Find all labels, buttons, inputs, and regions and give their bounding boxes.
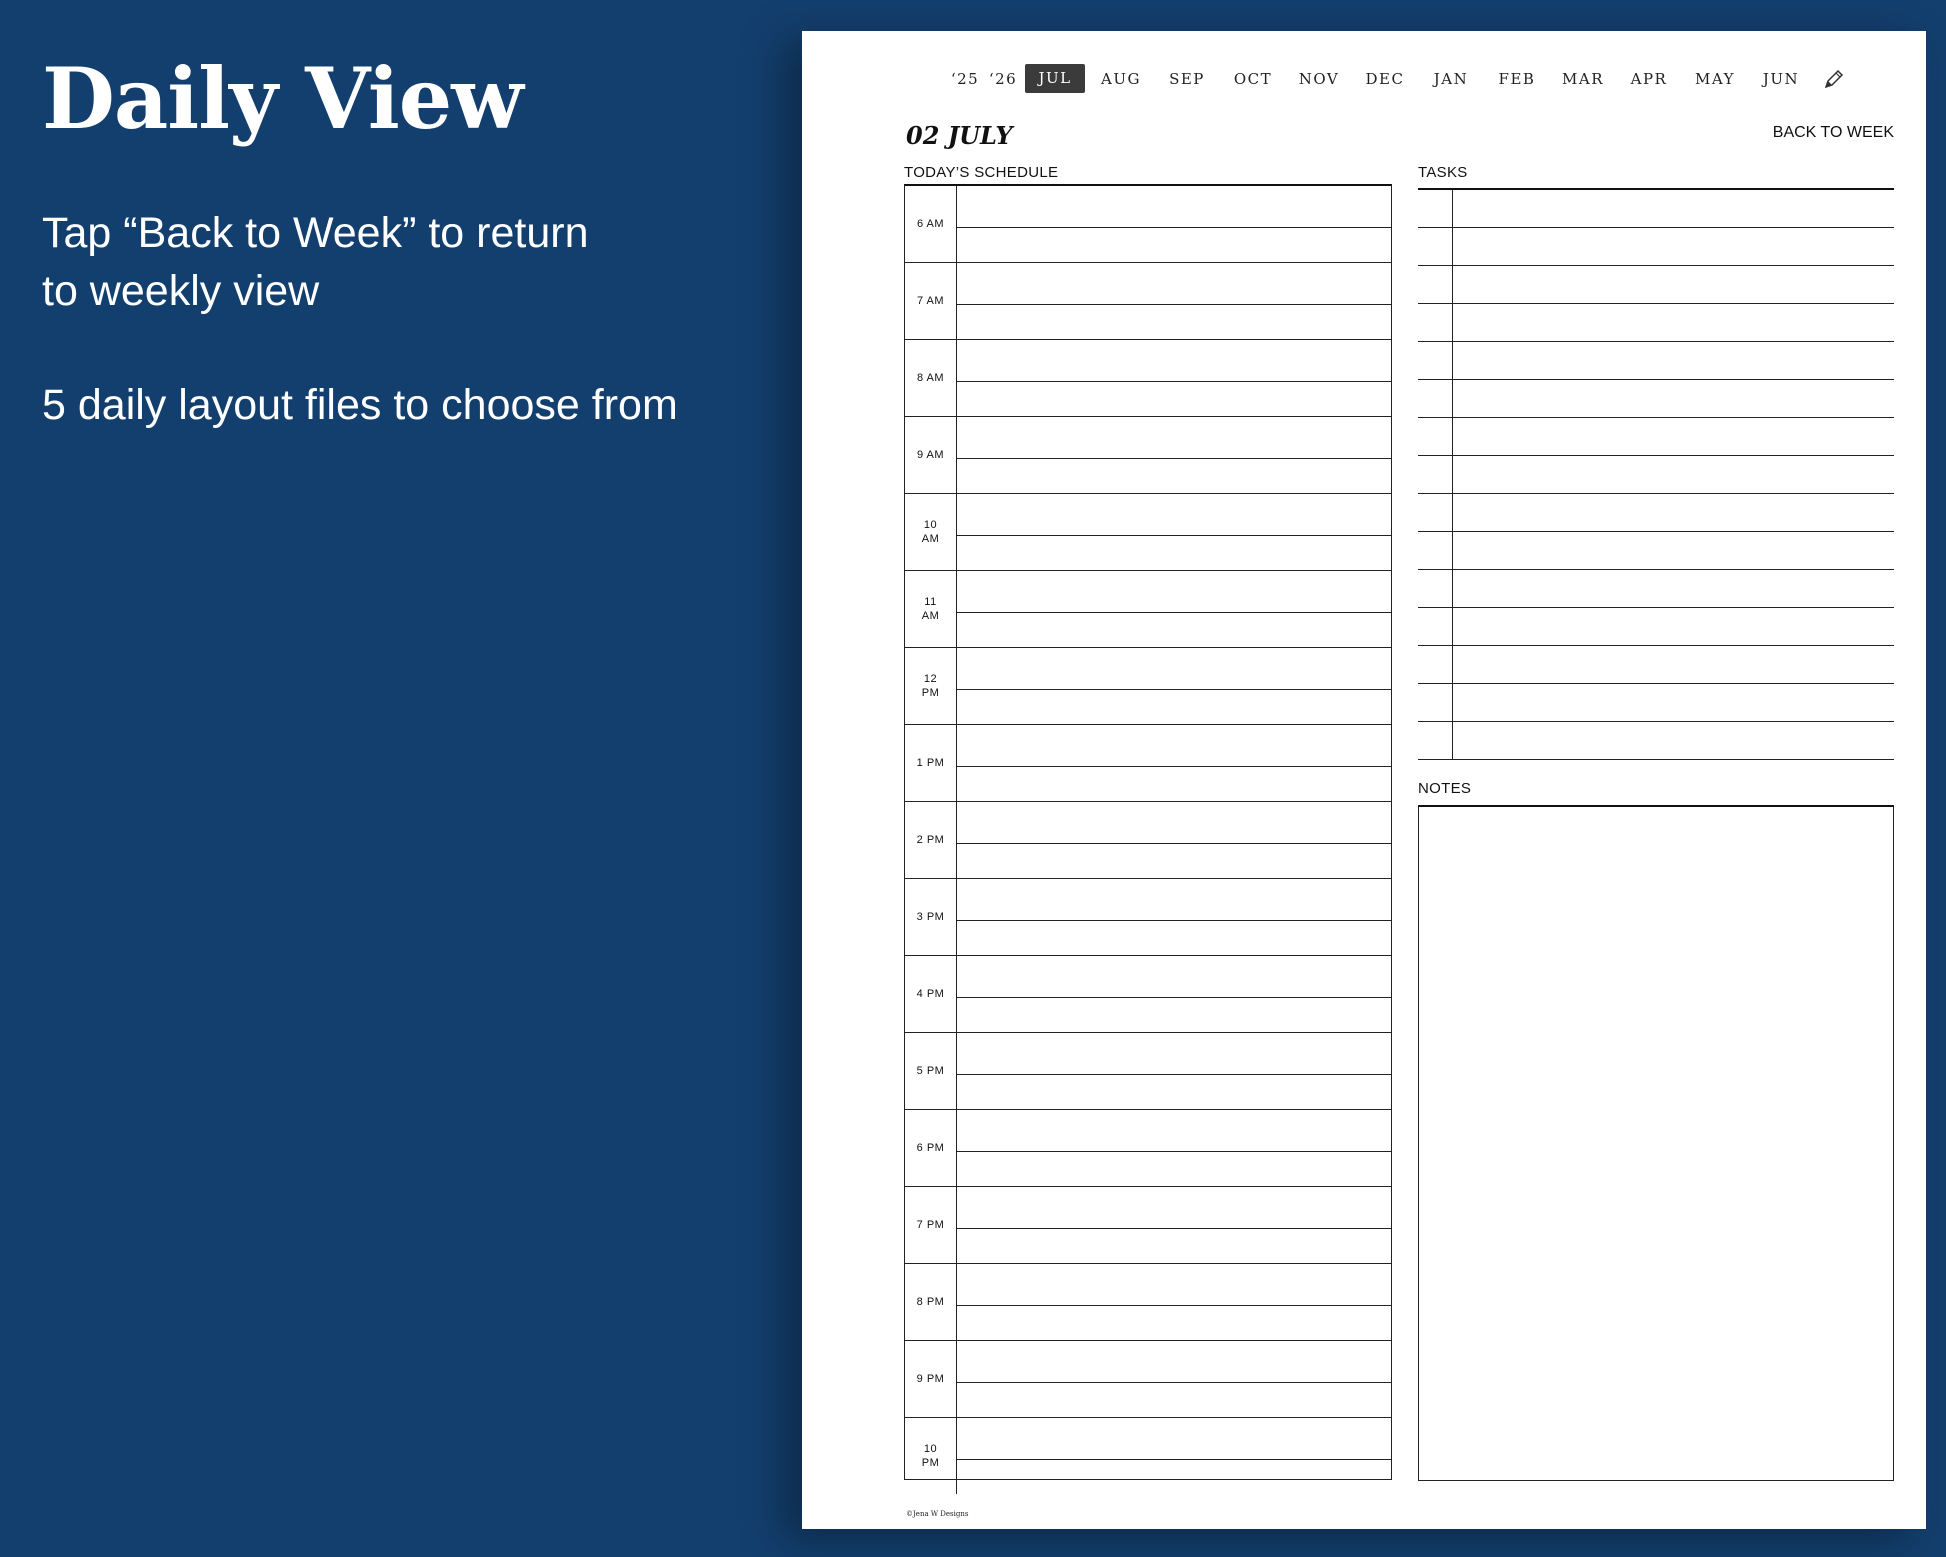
schedule-time-label: 1 PM [905, 725, 957, 801]
task-row[interactable] [1418, 380, 1894, 418]
schedule-row[interactable] [905, 879, 1391, 956]
schedule-label: TODAY’S SCHEDULE [904, 164, 1059, 181]
task-check-divider [1452, 494, 1453, 531]
task-check-divider [1452, 722, 1453, 759]
schedule-time-label: 10 PM [905, 1418, 957, 1494]
schedule-time-label: 8 PM [905, 1264, 957, 1340]
half-hour-line [956, 766, 1391, 767]
schedule-row[interactable] [905, 340, 1391, 417]
schedule-row[interactable] [905, 1187, 1391, 1264]
task-check-divider [1452, 608, 1453, 645]
nav-year-1[interactable]: ‘26 [988, 69, 1018, 88]
task-check-divider [1452, 190, 1453, 227]
schedule-row[interactable] [905, 1418, 1391, 1494]
task-check-divider [1452, 380, 1453, 417]
task-check-divider [1452, 532, 1453, 569]
task-row[interactable] [1418, 190, 1894, 228]
schedule-row[interactable] [905, 494, 1391, 571]
task-row[interactable] [1418, 570, 1894, 608]
half-hour-line [956, 920, 1391, 921]
schedule-time-label: 9 AM [905, 417, 957, 493]
task-row[interactable] [1418, 684, 1894, 722]
nav-month-oct[interactable]: OCT [1233, 69, 1273, 88]
promo-panel [42, 44, 782, 434]
task-row[interactable] [1418, 608, 1894, 646]
schedule-time-label: 7 AM [905, 263, 957, 339]
schedule-row[interactable] [905, 186, 1391, 263]
tasks-label: TASKS [1418, 164, 1468, 181]
schedule-time-label: 3 PM [905, 879, 957, 955]
schedule-time-label: 5 PM [905, 1033, 957, 1109]
schedule-time-label: 6 PM [905, 1110, 957, 1186]
schedule-time-label: 10 AM [905, 494, 957, 570]
half-hour-line [956, 1228, 1391, 1229]
schedule-row[interactable] [905, 725, 1391, 802]
task-row[interactable] [1418, 646, 1894, 684]
nav-month-sep[interactable]: SEP [1169, 69, 1205, 88]
month-nav [946, 64, 1854, 93]
schedule-time-label: 6 AM [905, 186, 957, 262]
half-hour-line [956, 458, 1391, 459]
nav-month-feb[interactable]: FEB [1498, 69, 1536, 88]
schedule-time-label: 12 PM [905, 648, 957, 724]
schedule-row[interactable] [905, 263, 1391, 340]
half-hour-line [956, 381, 1391, 382]
nav-month-apr[interactable]: APR [1630, 69, 1668, 88]
task-row[interactable] [1418, 266, 1894, 304]
half-hour-line [956, 689, 1391, 690]
schedule-row[interactable] [905, 802, 1391, 879]
half-hour-line [956, 843, 1391, 844]
nav-month-jan[interactable]: JAN [1433, 69, 1469, 88]
promo-instruction: Tap “Back to Week” to return to weekly view [42, 209, 589, 315]
task-check-divider [1452, 456, 1453, 493]
schedule-row[interactable] [905, 956, 1391, 1033]
half-hour-line [956, 227, 1391, 228]
half-hour-line [956, 1459, 1391, 1460]
schedule-grid [904, 184, 1392, 1480]
nav-month-mar[interactable]: MAR [1562, 69, 1604, 88]
half-hour-line [956, 997, 1391, 998]
schedule-time-label: 8 AM [905, 340, 957, 416]
tasks-list [1418, 188, 1894, 760]
schedule-time-label: 11 AM [905, 571, 957, 647]
nav-month-may[interactable]: MAY [1695, 69, 1735, 88]
task-row[interactable] [1418, 342, 1894, 380]
half-hour-line [956, 1382, 1391, 1383]
task-row[interactable] [1418, 456, 1894, 494]
nav-month-dec[interactable]: DEC [1365, 69, 1405, 88]
schedule-row[interactable] [905, 1341, 1391, 1418]
task-check-divider [1452, 228, 1453, 265]
schedule-row[interactable] [905, 571, 1391, 648]
task-row[interactable] [1418, 532, 1894, 570]
schedule-time-label: 2 PM [905, 802, 957, 878]
task-row[interactable] [1418, 494, 1894, 532]
task-row[interactable] [1418, 228, 1894, 266]
back-to-week-link[interactable]: BACK TO WEEK [1772, 124, 1894, 141]
notes-label: NOTES [1418, 780, 1472, 797]
half-hour-line [956, 535, 1391, 536]
planner-page [802, 31, 1926, 1529]
task-check-divider [1452, 342, 1453, 379]
task-check-divider [1452, 570, 1453, 607]
schedule-row[interactable] [905, 1264, 1391, 1341]
nav-year-0[interactable]: ‘25 [950, 69, 980, 88]
half-hour-line [956, 612, 1391, 613]
nav-month-nov[interactable]: NOV [1298, 69, 1340, 88]
schedule-time-label: 4 PM [905, 956, 957, 1032]
task-row[interactable] [1418, 722, 1894, 760]
task-check-divider [1452, 418, 1453, 455]
task-check-divider [1452, 646, 1453, 683]
nav-month-jul[interactable]: JUL [1025, 64, 1085, 93]
copyright-footer: ©Jena W Designs [906, 1510, 969, 1518]
schedule-time-label: 7 PM [905, 1187, 957, 1263]
page-title: 02 JULY [906, 121, 1013, 150]
pencil-icon[interactable] [1814, 68, 1854, 90]
schedule-time-label: 9 PM [905, 1341, 957, 1417]
schedule-row[interactable] [905, 648, 1391, 725]
half-hour-line [956, 304, 1391, 305]
schedule-row[interactable] [905, 1033, 1391, 1110]
schedule-row[interactable] [905, 417, 1391, 494]
task-check-divider [1452, 684, 1453, 721]
promo-title: Daily View [42, 49, 523, 148]
half-hour-line [956, 1074, 1391, 1075]
notes-area[interactable] [1418, 805, 1894, 1481]
task-check-divider [1452, 266, 1453, 303]
promo-layout-note: 5 daily layout files to choose from [42, 381, 678, 429]
task-row[interactable] [1418, 304, 1894, 342]
half-hour-line [956, 1305, 1391, 1306]
task-row[interactable] [1418, 418, 1894, 456]
nav-month-aug[interactable]: AUG [1101, 69, 1141, 88]
half-hour-line [956, 1151, 1391, 1152]
task-check-divider [1452, 304, 1453, 341]
nav-month-jun[interactable]: JUN [1762, 69, 1800, 88]
schedule-row[interactable] [905, 1110, 1391, 1187]
